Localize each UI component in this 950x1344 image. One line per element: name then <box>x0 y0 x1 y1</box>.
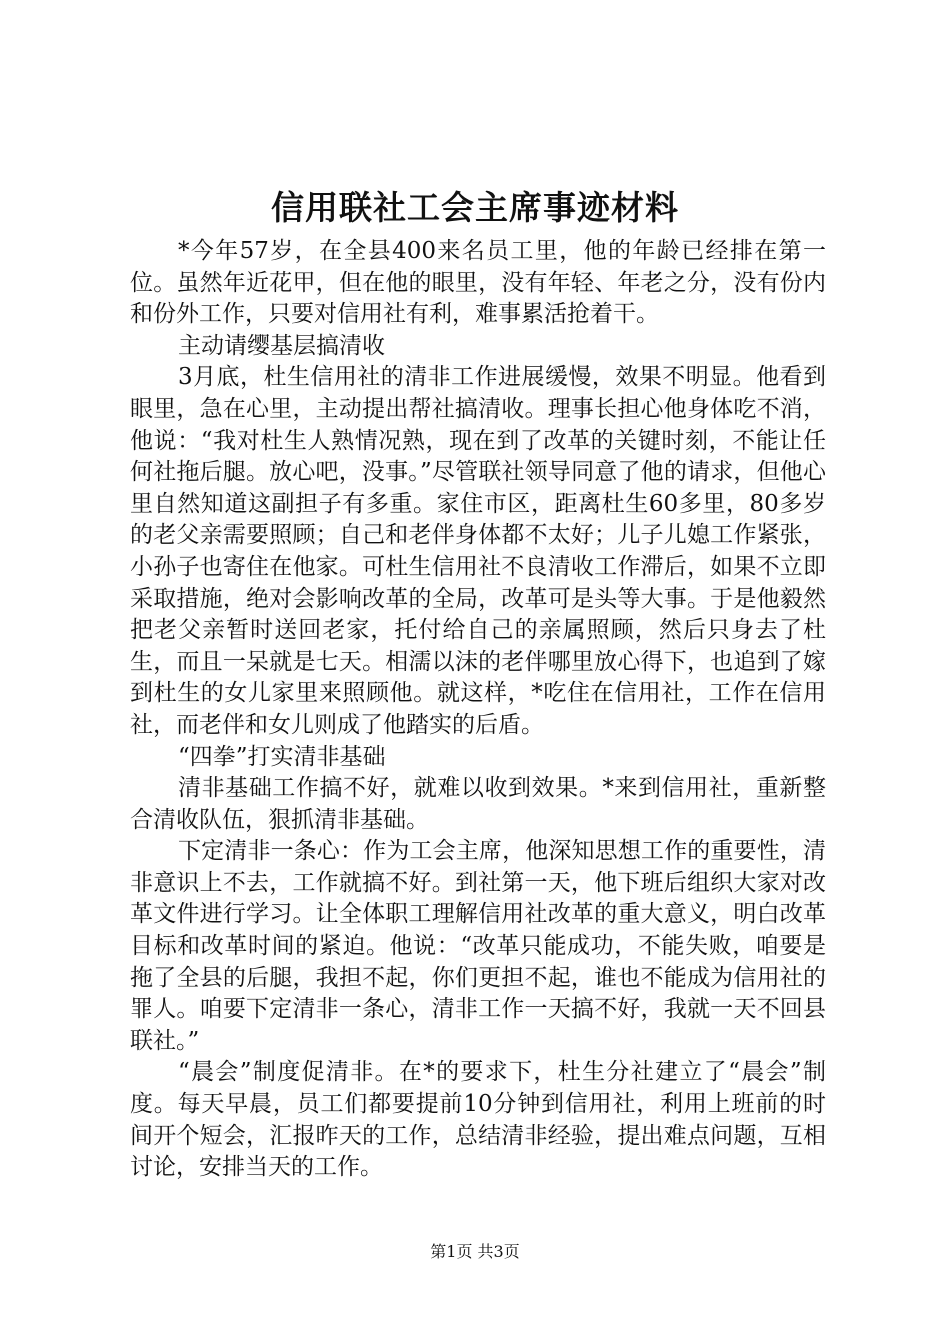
page-number-footer: 第1页 共3页 <box>430 1242 520 1261</box>
section-heading-four-fists: “四拳”打实清非基础 <box>178 743 386 770</box>
paragraph-determination: 下定清非一条心：作为工会主席，他深知思想工作的重要性，清非意识上不去，工作就搞不好。到社第一天，他下班后组织大家对改革文件进行学习。让全体职工理解信用社改革的重大意义，明白改革目标和改革时间的紧迫。他说：“改革只能成功，不能失败，咱要是拖了全县的后腿，我担不起，你们更担不起，谁也不能成为信用社的罪人。咱要下定清非一条心，清非工作一天搞不好，我就一天不回县联社。” <box>130 838 826 1054</box>
document-title: 信用联社工会主席事迹材料 <box>271 188 679 227</box>
paragraph-morning-meeting: “晨会”制度促清非。在*的要求下，杜生分社建立了“晨会”制度。每天早晨，员工们都要提前10分钟到信用社，利用上班前的时间开个短会，汇报昨天的工作，总结清非经验，提出难点问题，互相讨论，安排当天的工作。 <box>130 1059 826 1181</box>
section-heading-grassroots: 主动请缨基层搞清收 <box>178 332 385 359</box>
paragraph-foundation: 清非基础工作搞不好，就难以收到效果。*来到信用社，重新整合清收队伍，狠抓清非基础。 <box>130 775 826 833</box>
document-body <box>130 236 826 1184</box>
paragraph-intro: *今年57岁，在全县400来名员工里，他的年龄已经排在第一位。虽然年近花甲，但在他的眼里，没有年轻、年老之分，没有份内和份外工作，只要对信用社有利，难事累活抢着干。 <box>130 238 826 328</box>
paragraph-dusheng-story: 3月底，杜生信用社的清非工作进展缓慢，效果不明显。他看到眼里，急在心里，主动提出帮社搞清收。理事长担心他身体吃不消，他说：“我对杜生人熟情况熟，现在到了改革的关键时刻，不能让任何社拖后腿。放心吧，没事。”尽管联社领导同意了他的请求，但他心里自然知道这副担子有多重。家住市区，距离杜生60多里，80多岁的老父亲需要照顾；自己和老伴身体都不太好；儿子儿媳工作紧张，小孙子也寄住在他家。可杜生信用社不良清收工作滞后，如果不立即采取措施，绝对会影响改革的全局，改革可是头等大事。于是他毅然把老父亲暂时送回老家，托付给自己的亲属照顾，然后只身去了杜生，而且一呆就是七天。相濡以沫的老伴哪里放心得下，也追到了嫁到杜生的女儿家里来照顾他。就这样，*吃住在信用社，工作在信用社，而老伴和女儿则成了他踏实的后盾。 <box>130 364 826 738</box>
